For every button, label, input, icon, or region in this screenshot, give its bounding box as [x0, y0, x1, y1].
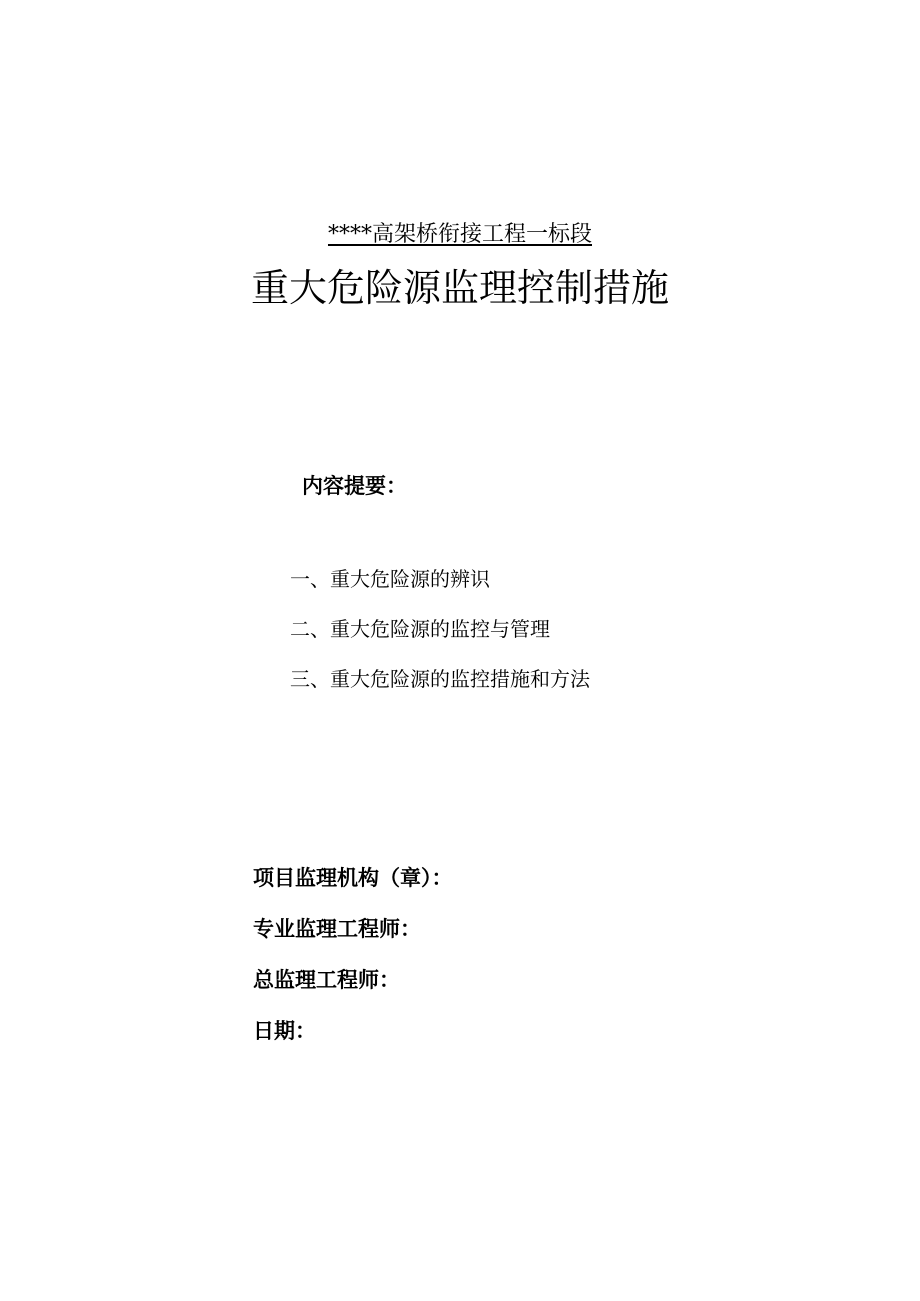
signoff-block	[253, 862, 453, 1066]
project-name: ****高架桥衔接工程一标段	[327, 222, 592, 247]
chief-engineer-label: 总监理工程师：	[253, 967, 400, 992]
date-label: 日期：	[253, 1018, 316, 1043]
contents-list	[290, 564, 590, 714]
summary-heading: 内容提要：	[302, 473, 407, 498]
contents-item-2: 二、重大危险源的监控与管理	[290, 617, 550, 641]
organization-seal-label: 项目监理机构（章）：	[253, 865, 453, 890]
document-title: 重大危险源监理控制措施	[250, 266, 669, 310]
specialist-engineer-label: 专业监理工程师：	[253, 916, 421, 941]
contents-item-3: 三、重大危险源的监控措施和方法	[290, 667, 590, 691]
contents-item-1: 一、重大危险源的辨识	[290, 567, 490, 591]
